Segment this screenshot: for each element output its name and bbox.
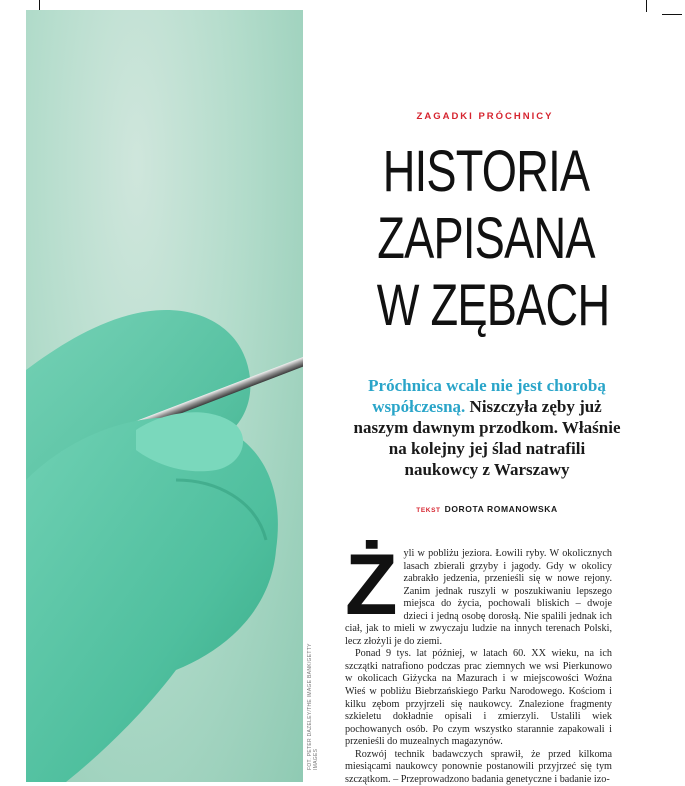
headline-line: HISTORIA — [382, 139, 590, 204]
article-lead — [352, 375, 622, 480]
byline — [352, 504, 622, 514]
article-photo — [26, 10, 303, 782]
gloved-hands-illustration — [26, 10, 303, 782]
byline-label: TEKST — [416, 507, 441, 514]
headline-line: ZAPISANA — [377, 206, 595, 271]
body-paragraph: yli w pobliżu jeziora. Łowili ryby. W okolicznych lasach zbierali grzyby i jagody. Gdy w okolicy zabrakło jedzenia, przenieśli się w nowe rejony. Zanim jednak ruszyli w poszukiwaniu lepszego miejsca do życia, pochowali bliskich – dwoje dzieci i jedną osobę dorosłą. Nie spalili jednak ich ciał, jak to mieli w zwyczaju ludzie na innych terenach Polski, lecz złożyli je do ziemi. — [345, 548, 612, 647]
photo-credit: FOT. PETER DAZELEY/THE IMAGE BANK/GETTY IMAGES — [307, 643, 319, 770]
byline-author: DOROTA ROMANOWSKA — [444, 504, 558, 514]
crop-mark-right-h — [662, 14, 682, 15]
crop-mark-right — [646, 0, 647, 12]
lead-highlight: Próchnica wcale nie jest chorobą współczesną. — [368, 376, 606, 416]
body-paragraph: Rozwój technik badawczych sprawił, że przed kilkoma miesiącami naukowcy ponownie postanowili przyjrzeć się tym szczątkom. – Przeprowadzono badania genetyczne i badanie izo- — [345, 748, 612, 785]
lead-text: Niszczyła zęby już naszym dawnym przodkom. Właśnie na kolejny jej ślad natrafili naukowcy z Warszawy — [353, 397, 621, 479]
body-paragraph: Ponad 9 tys. lat później, w latach 60. XX wieku, na ich szczątki natrafiono podczas prac ziemnych we wsi Pierkunowo w okolicach Giżycka na Mazurach i w miejscowości Woźna Wieś w pobliżu Biebrzańskiego Parku Narodowego. Kościom i kilku zębom przyjrzeli się naukowcy. Znalezione fragmenty szkieletu dokładnie opisali i zmierzyli. Ustalili wiek pochowanych osób. Po czym wszystko starannie zapakowali i przenieśli do muzealnych magazynów. — [345, 648, 612, 748]
article-headline — [376, 138, 610, 339]
drop-cap: Ż — [345, 537, 398, 633]
section-kicker: ZAGADKI PRÓCHNICY — [416, 111, 554, 122]
article-body — [345, 537, 612, 786]
headline-line: W ZĘBACH — [376, 273, 610, 338]
